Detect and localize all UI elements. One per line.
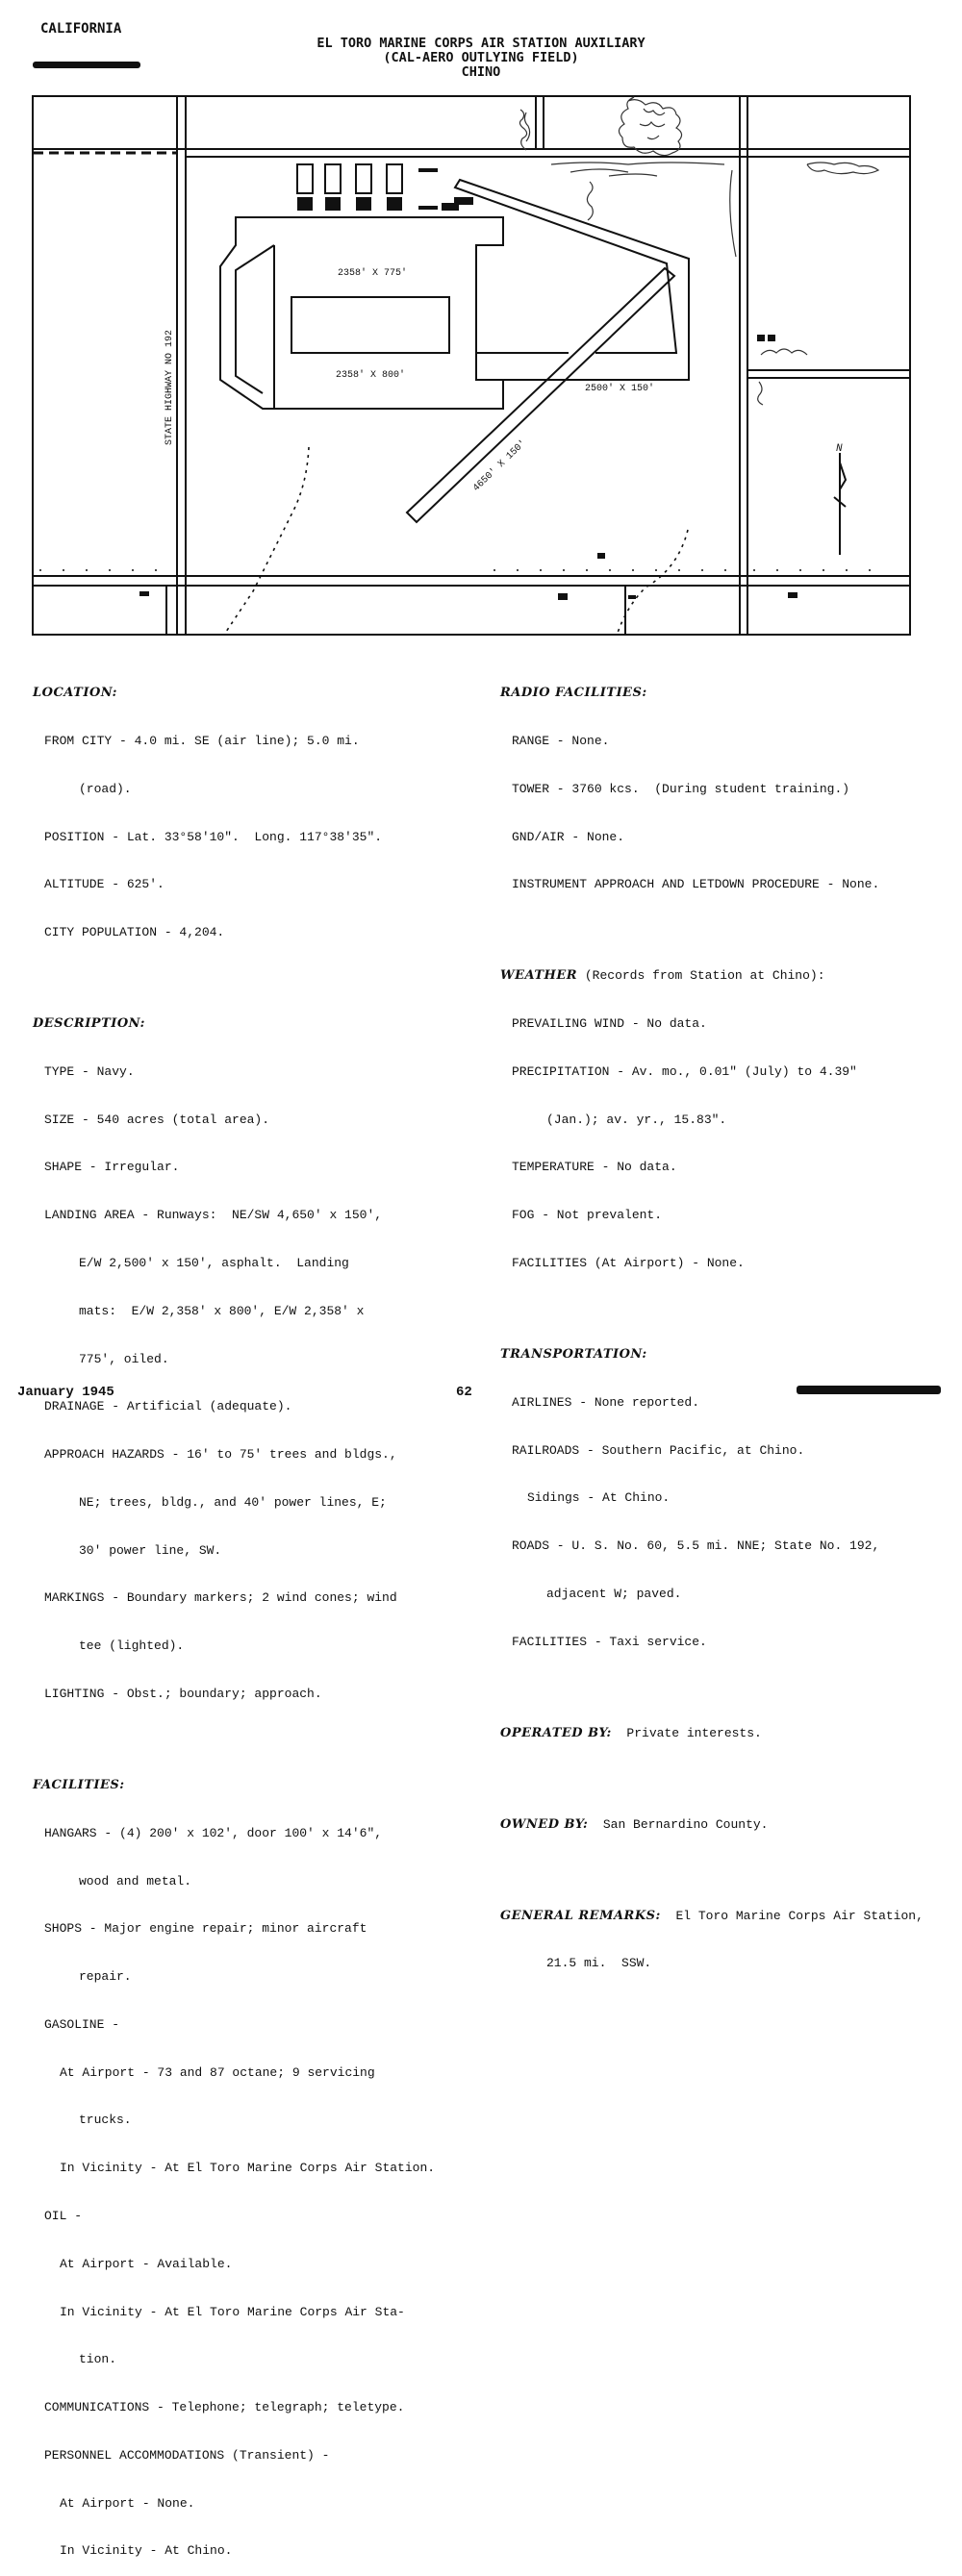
- weather-line: PREVAILING WIND - No data.: [512, 1016, 707, 1032]
- map-mat-south-label: 2358' X 800': [336, 370, 406, 381]
- location-line: ALTITUDE - 625'.: [44, 877, 165, 892]
- map-mat-north-label: 2358' X 775': [338, 268, 408, 279]
- hangars: [297, 164, 473, 211]
- transportation-line: ROADS - U. S. No. 60, 5.5 mi. NNE; State No. 192,: [512, 1538, 880, 1554]
- operated-heading: OPERATED BY:: [500, 1725, 612, 1740]
- radio-heading: RADIO FACILITIES:: [500, 686, 647, 701]
- facilities-line: SHOPS - Major engine repair; minor aircraft: [44, 1921, 367, 1937]
- radio-line: RANGE - None.: [512, 733, 610, 748]
- state-heading: CALIFORNIA: [40, 21, 122, 37]
- landing-mat-inner: [236, 245, 274, 409]
- left-column: [33, 654, 435, 2576]
- title-line-2: (CAL-AERO OUTLYING FIELD): [383, 50, 579, 65]
- facilities-line: tion.: [79, 2352, 117, 2367]
- map-runway-nesw-label: 4650' X 150': [471, 438, 529, 494]
- description-line: SIZE - 540 acres (total area).: [44, 1112, 270, 1127]
- facilities-line: PERSONNEL ACCOMMODATIONS (Transient) -: [44, 2447, 330, 2463]
- transportation-line: adjacent W; paved.: [546, 1586, 682, 1601]
- facilities-line: At Airport - Available.: [60, 2256, 233, 2271]
- description-line: LIGHTING - Obst.; boundary; approach.: [44, 1687, 322, 1701]
- location-line: (road).: [79, 781, 132, 796]
- facilities-heading: FACILITIES:: [33, 1777, 125, 1792]
- weather-line: PRECIPITATION - Av. mo., 0.01" (July) to 4.39": [512, 1063, 857, 1079]
- page-number: 62: [456, 1385, 472, 1400]
- description-line: MARKINGS - Boundary markers; 2 wind cones; wind: [44, 1590, 397, 1606]
- transportation-line: Sidings - At Chino.: [527, 1490, 671, 1506]
- facilities-line: HANGARS - (4) 200' x 102', door 100' x 14'6",: [44, 1825, 383, 1840]
- map-north-label: N: [836, 443, 843, 455]
- title-line-3: CHINO: [461, 64, 501, 80]
- radio-line: INSTRUMENT APPROACH AND LETDOWN PROCEDURE - None.: [512, 877, 880, 892]
- facilities-line: At Airport - None.: [60, 2495, 195, 2511]
- map-runway-ew-label: 2500' X 150': [585, 384, 655, 394]
- weather-note: (Records from Station at Chino):: [577, 968, 825, 984]
- owned-value: San Bernardino County.: [588, 1816, 769, 1832]
- weather-line: (Jan.); av. yr., 15.83".: [546, 1112, 727, 1127]
- description-line: tee (lighted).: [79, 1638, 185, 1654]
- weather-heading: WEATHER: [500, 968, 578, 984]
- trail-southwest: [224, 447, 309, 635]
- runway-nesw: [407, 268, 674, 522]
- description-heading: DESCRIPTION:: [33, 1016, 145, 1032]
- facilities-line: COMMUNICATIONS - Telephone; telegraph; teletype.: [44, 2400, 405, 2415]
- facilities-line: repair.: [79, 1969, 132, 1985]
- location-line: POSITION - Lat. 33°58'10". Long. 117°38'35".: [44, 829, 383, 844]
- description-line: 775', oiled.: [79, 1351, 169, 1366]
- transportation-line: RAILROADS - Southern Pacific, at Chino.: [512, 1442, 805, 1458]
- description-line: mats: E/W 2,358' x 800', E/W 2,358' x: [79, 1303, 365, 1318]
- description-line: E/W 2,500' x 150', asphalt. Landing: [79, 1255, 349, 1270]
- facilities-line: GASOLINE -: [44, 2016, 120, 2032]
- transportation-line: FACILITIES - Taxi service.: [512, 1634, 707, 1649]
- north-arrow-icon: [834, 453, 846, 555]
- owned-row: [500, 1817, 924, 1834]
- facilities-line: trucks.: [79, 2113, 132, 2128]
- radio-line: TOWER - 3760 kcs. (During student training.): [512, 781, 850, 796]
- description-line: DRAINAGE - Artificial (adequate).: [44, 1399, 292, 1414]
- title-line-1: EL TORO MARINE CORPS AIR STATION AUXILIARY: [316, 36, 646, 51]
- remarks-row: [500, 1909, 924, 1925]
- mat-center-strip: [291, 297, 449, 353]
- facilities-line: In Vicinity - At El Toro Marine Corps Air Sta-: [60, 2304, 405, 2319]
- description-line: 30' power line, SW.: [79, 1542, 222, 1558]
- transportation-heading: TRANSPORTATION:: [500, 1346, 647, 1362]
- weather-line: FOG - Not prevalent.: [512, 1208, 663, 1223]
- description-line: NE; trees, bldg., and 40' power lines, E;: [79, 1494, 387, 1510]
- trail-southeast: [617, 530, 688, 636]
- redaction-stamp-bottom: [797, 1386, 941, 1394]
- weather-line: FACILITIES (At Airport) - None.: [512, 1255, 745, 1270]
- right-column: [500, 654, 924, 1988]
- remarks-heading: GENERAL REMARKS:: [500, 1908, 661, 1923]
- weather-heading-row: [500, 968, 924, 985]
- facilities-line: OIL -: [44, 2209, 83, 2223]
- facilities-line: At Airport - 73 and 87 octane; 9 servicing: [60, 2064, 375, 2080]
- redaction-stamp-top: [33, 62, 140, 68]
- remarks-value: El Toro Marine Corps Air Station,: [660, 1908, 924, 1923]
- description-line: APPROACH HAZARDS - 16' to 75' trees and bldgs.,: [44, 1447, 397, 1463]
- footer-date: January 1945: [17, 1385, 114, 1400]
- transportation-line: AIRLINES - None reported.: [512, 1394, 700, 1410]
- page-title: [289, 37, 673, 80]
- facilities-line: In Vicinity - At El Toro Marine Corps Air Station.: [60, 2161, 436, 2176]
- airfield-map: [32, 95, 911, 636]
- facilities-line: In Vicinity - At Chino.: [60, 2543, 233, 2559]
- weather-line: TEMPERATURE - No data.: [512, 1160, 677, 1175]
- tree-clusters: [519, 97, 878, 405]
- owned-heading: OWNED BY:: [500, 1816, 589, 1832]
- operated-value: Private interests.: [611, 1725, 762, 1740]
- radio-line: GND/AIR - None.: [512, 829, 625, 844]
- buildings-east: [139, 335, 797, 600]
- description-line: LANDING AREA - Runways: NE/SW 4,650' x 150',: [44, 1208, 383, 1223]
- remarks-line: 21.5 mi. SSW.: [546, 1956, 652, 1971]
- map-highway-label: STATE HIGHWAY NO 192: [165, 329, 175, 445]
- location-line: FROM CITY - 4.0 mi. SE (air line); 5.0 mi.: [44, 733, 360, 748]
- description-line: TYPE - Navy.: [44, 1063, 135, 1079]
- description-line: SHAPE - Irregular.: [44, 1160, 180, 1175]
- location-heading: LOCATION:: [33, 686, 117, 701]
- location-line: CITY POPULATION - 4,204.: [44, 925, 225, 940]
- facilities-line: wood and metal.: [79, 1873, 192, 1888]
- operated-row: [500, 1726, 924, 1742]
